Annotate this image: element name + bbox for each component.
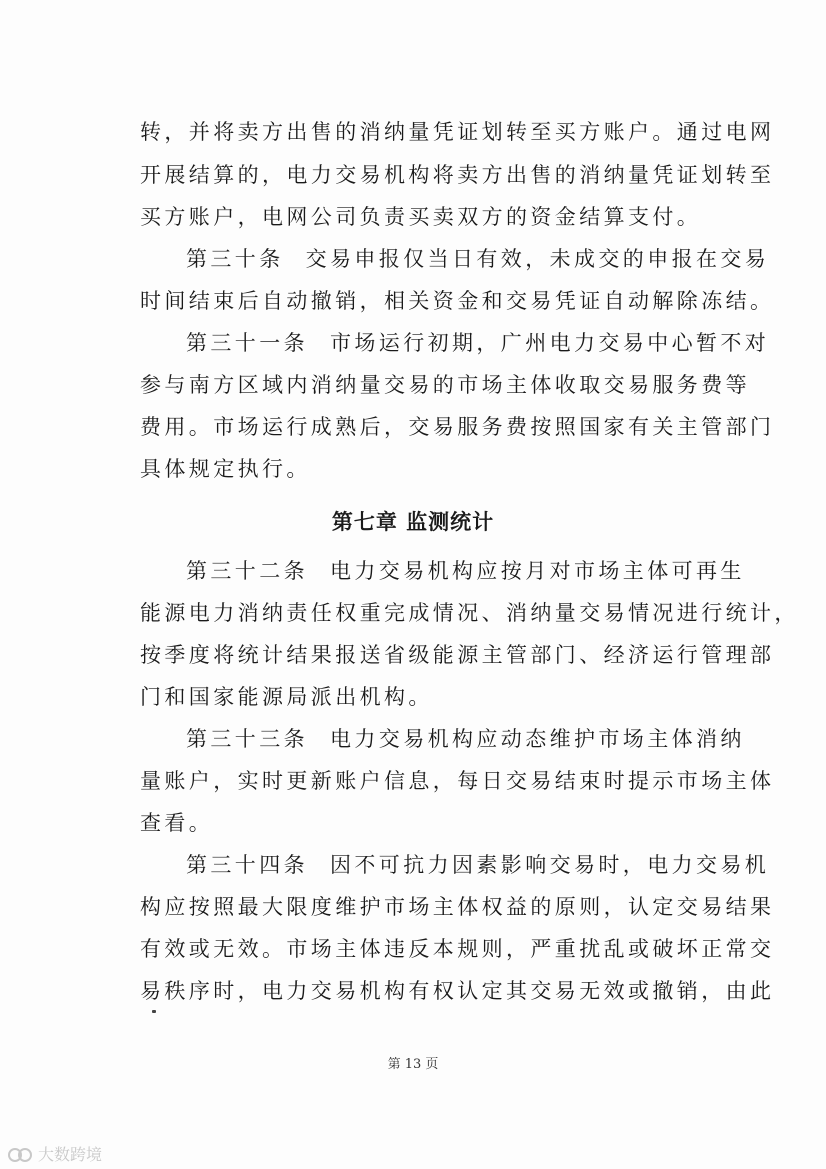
article-34-label: 第三十四条 [186,853,308,877]
article-33-label: 第三十三条 [186,727,308,751]
paragraph-line: 买方账户，电网公司负责买卖双方的资金结算支付。 [140,205,702,229]
article-34-line [186,851,770,880]
article-32-line [186,557,746,586]
paragraph-line: 费用。市场运行成熟后，交易服务费按照国家有关主管部门 [140,415,775,439]
article-30-text: 交易申报仅当日有效，未成交的申报在交易 [305,247,770,271]
page-number: 第 13 页 [387,1057,439,1072]
paragraph-line: 按季度将统计结果报送省级能源主管部门、经济运行管理部 [140,643,775,667]
watermark [8,1142,102,1165]
paragraph-line: 开展结算的，电力交易机构将卖方出售的消纳量凭证划转至 [140,163,775,187]
paragraph-line: 构应按照最大限度维护市场主体权益的原则，认定交易结果 [140,895,775,919]
article-30-label: 第三十条 [186,247,284,271]
article-32-text: 电力交易机构应按月对市场主体可再生 [330,559,745,583]
article-34-text: 因不可抗力因素影响交易时，电力交易机 [330,853,770,877]
paragraph-line: 时间结束后自动撤销，相关资金和交易凭证自动解除冻结。 [140,289,775,313]
article-31-line [186,329,770,358]
paragraph-line: 参与南方区域内消纳量交易的市场主体收取交易服务费等 [140,373,750,397]
paragraph-line: 具体规定执行。 [140,457,311,481]
watermark-logo-icon [8,1146,34,1162]
article-30-line [186,245,770,274]
article-33-text: 电力交易机构应动态维护市场主体消纳 [330,727,745,751]
article-33-line [186,725,746,754]
paragraph-line: 查看。 [140,811,214,835]
article-32-label: 第三十二条 [186,559,308,583]
paragraph-line: 转，并将卖方出售的消纳量凭证划转至买方账户。通过电网 [140,120,775,144]
paragraph-line: 有效或无效。市场主体违反本规则，严重扰乱或破坏正常交 [140,937,775,961]
article-31-label: 第三十一条 [186,331,308,355]
paragraph-line: 能源电力消纳责任权重完成情况、消纳量交易情况进行统计， [140,601,799,625]
paragraph-line: 易秩序时，电力交易机构有权认定其交易无效或撤销，由此 [140,979,775,1003]
chapter-heading: 第七章 监测统计 [331,510,495,534]
article-31-text: 市场运行初期，广州电力交易中心暂不对 [330,331,770,355]
paragraph-line: 门和国家能源局派出机构。 [140,685,433,709]
paragraph-line: 量账户，实时更新账户信息，每日交易结束时提示市场主体 [140,769,775,793]
watermark-text: 大数跨境 [38,1145,103,1164]
scan-speck [152,1010,156,1013]
